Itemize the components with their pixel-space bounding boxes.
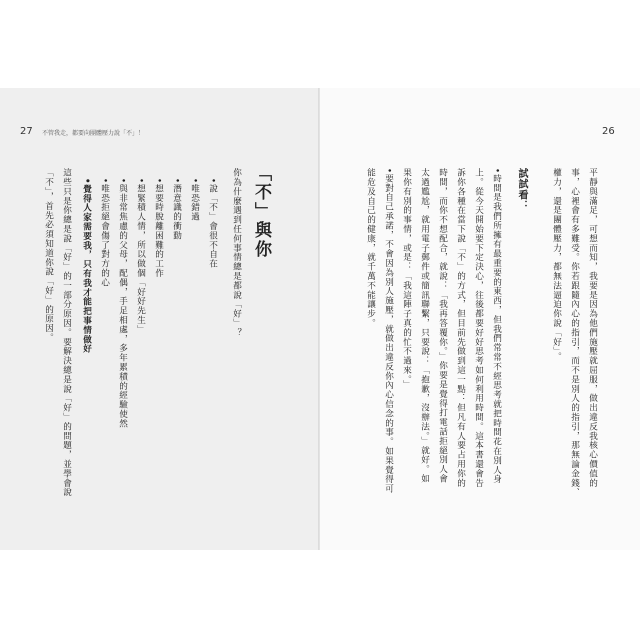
left-page-number: 27 <box>20 126 33 137</box>
try-item-line: 訴你各種在當下說「不」的方式，但目前先做到這一點：但凡有人要占用你的 <box>455 168 466 488</box>
left-page <box>0 88 320 550</box>
bullet-item: •唯恐拒絕會傷了對方的心 <box>99 178 110 288</box>
closing-line: 「不」，首先必須知道你說「好」的原因。 <box>43 168 54 343</box>
chapter-title: 「不」與你 <box>251 164 271 259</box>
paragraph-line: 權力，還是團體壓力，都無法逼迫你說「好」。 <box>551 168 562 362</box>
paragraph-line: 事，心裡會有多難受。你若跟隨內心的指引，而不是別人的指引，那無論金錢、 <box>569 168 580 497</box>
running-head: 不管我走，都要向團體壓力說「不」！ <box>42 130 145 137</box>
paragraph-line: 平靜與滿足，可想而知，我要是因為他們施壓就屈服，做出違反我核心價值的 <box>587 168 598 488</box>
try-item-line: 時間，而你不想配合，就說：「我再答覆你。」你要是覺得打電話拒絕別人會 <box>437 168 448 484</box>
book-spread <box>0 88 640 550</box>
closing-line: 這些只是你總是說「好」的一部分原因。要解決總是說「好」的問題，並學會說 <box>61 168 72 497</box>
try-item-line: •要對自己承諾，不會因為別人施壓，就做出違反你內心信念的事。如果覺得可 <box>383 168 394 494</box>
bullet-item: •說「不」會很不自在 <box>207 178 218 269</box>
try-item-line: 能危及自己的健康，就千萬不能讓步。 <box>365 168 376 328</box>
try-item-line: 太過尷尬，就用電子郵件或簡訊聯繫，只要說：「抱歉，沒辦法。」就好。如 <box>419 168 430 484</box>
bullet-item: •想緊積人情，所以做個「好好先生」 <box>135 178 146 335</box>
try-heading: 試試看： <box>516 168 527 212</box>
right-page-number: 26 <box>602 126 615 137</box>
try-item-line: •時間是我們所擁有最重要的東西，但我們常常不經思考就把時間花在別人身 <box>491 168 502 485</box>
bullet-item: •與非常焦慮的父母，配偶，手足相處，多年累積的經驗使然 <box>117 178 128 429</box>
bullet-item-bold: •覺得人家需要我，只有我才能把事情做好 <box>81 178 92 354</box>
bullet-item: •唯恐錯過 <box>189 178 200 222</box>
try-item-line: 果你有別的事情，或是：「我這陣子真的忙不過來。」 <box>401 168 412 390</box>
try-item-line: 上。從今天開始要下定決心，往後都要好好思考如何利用時間。這本書還會告 <box>473 168 484 488</box>
bullet-item: •潛意識的衝動 <box>171 178 182 241</box>
intro-question: 你為什麼遇到任何事情總是都說「好」？ <box>231 168 242 338</box>
right-page <box>320 88 640 550</box>
bullet-item: •想要時脫離困難的工作 <box>153 178 164 278</box>
